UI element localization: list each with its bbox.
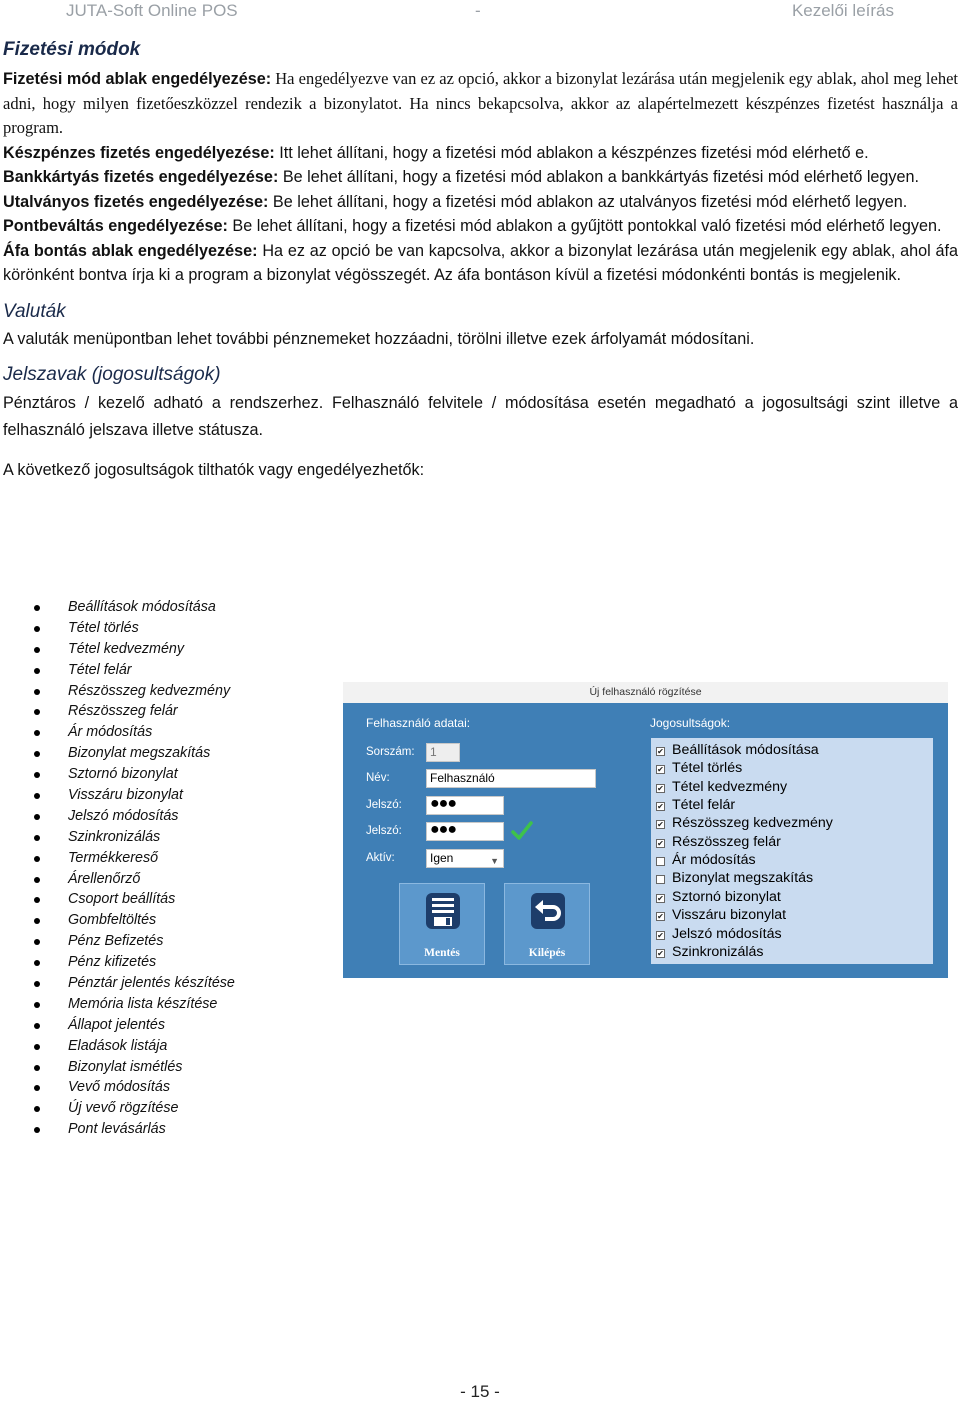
bullet-text: Ár módosítás <box>68 724 153 741</box>
term-label: Fizetési mód ablak engedélyezése: <box>3 70 272 88</box>
bullet-item <box>32 681 235 702</box>
bullet-dot-icon <box>34 856 40 862</box>
chevron-down-icon: ▼ <box>490 856 499 866</box>
bullet-dot-icon <box>34 1002 40 1008</box>
bullet-text: Visszáru bizonylat <box>68 787 183 804</box>
bullet-text: Eladások listája <box>68 1037 168 1054</box>
bullet-text: Pénz Befizetés <box>68 933 164 950</box>
bullet-item <box>32 889 235 910</box>
bullet-item <box>32 1098 235 1119</box>
bullet-item <box>32 869 235 890</box>
paragraph-currencies: A valuták menüpontban lehet további pénznemeket hozzáadni, törölni illetve ezek árfolyamát módosítani. <box>3 329 755 348</box>
paragraph-permissions-intro: A következő jogosultságok tilthatók vagy engedélyezhetők: <box>3 461 425 479</box>
bullet-dot-icon <box>34 1127 40 1133</box>
page-number: - 15 - <box>460 1382 500 1401</box>
bullet-dot-icon <box>34 960 40 966</box>
sorszam-field: 1 <box>426 743 460 762</box>
bullet-dot-icon <box>34 1023 40 1029</box>
bullet-text: Sztornó bizonylat <box>68 766 178 783</box>
paragraph-card-payment <box>3 165 958 190</box>
bullet-text: Tétel felár <box>68 661 132 678</box>
bullet-dot-icon <box>34 1106 40 1112</box>
bullet-item <box>32 952 235 973</box>
bullet-text: Új vevő rögzítése <box>68 1100 179 1117</box>
bullet-dot-icon <box>34 689 40 695</box>
checkbox-empty-icon[interactable] <box>656 875 665 884</box>
term-label: Utalványos fizetés engedélyezése: <box>3 192 269 211</box>
save-icon <box>425 892 461 930</box>
checkbox-checked-icon[interactable]: ✔ <box>657 930 664 940</box>
bullet-text: Vevő módosítás <box>68 1079 170 1096</box>
bullet-item <box>32 785 235 806</box>
bullet-dot-icon <box>34 793 40 799</box>
bullet-dot-icon <box>34 1085 40 1091</box>
password-confirm-label: Jelszó: <box>366 825 402 837</box>
paragraph-cash-payment <box>3 141 958 166</box>
bullet-text: Szinkronizálás <box>68 828 161 845</box>
password-field[interactable]: ●●● <box>426 796 504 815</box>
undo-icon <box>530 892 566 930</box>
permission-label: Szinkronizálás <box>672 943 764 960</box>
bullet-item <box>32 639 235 660</box>
bullet-dot-icon <box>34 772 40 778</box>
term-text: Ha ez az opció be van kapcsolva, akkor a bizonylat lezárása után megjelenik egy ablak, ahol áfa körönként bontva írja ki a program a bizonylat végösszegét. Az áfa bontáson kívül a fizetési módonkénti bontás is megjelenik. <box>3 241 958 284</box>
bullet-text: Pont levásárlás <box>68 1121 166 1138</box>
permissions-list <box>651 738 933 964</box>
bullet-dot-icon <box>34 709 40 715</box>
term-text: Be lehet állítani, hogy a fizetési mód ablakon a bankkártyás fizetési mód elérhető legyen. <box>278 168 920 186</box>
term-text: Itt lehet állítani, hogy a fizetési mód ablakon a készpénzes fizetési mód elérhető e. <box>274 143 869 162</box>
bullet-dot-icon <box>34 835 40 841</box>
term-text: Ha engedélyezve van ez az opció, akkor a bizonylat lezárása után megjelenik egy ablak, ahol meg lehet adni, hogy milyen fizetőeszközzel rendezik a bizonylatot. Ha nincs bekapcsolva, akkor az alapértelmezett készpénzes fizetést használja a program. <box>3 69 958 137</box>
bullet-dot-icon <box>34 939 40 945</box>
bullet-item <box>32 618 235 639</box>
new-user-dialog <box>343 682 948 978</box>
bullet-item <box>32 994 235 1015</box>
password-confirm-field[interactable]: ●●● <box>426 822 504 841</box>
term-label: Bankkártyás fizetés engedélyezése: <box>3 168 279 186</box>
bullet-text: Termékkereső <box>68 849 159 866</box>
paragraph-payment-window <box>3 67 958 141</box>
name-label: Név: <box>366 772 390 784</box>
checkbox-checked-icon[interactable]: ✔ <box>657 912 664 922</box>
save-button-label: Mentés <box>424 947 460 959</box>
paragraph-voucher-payment <box>3 190 958 215</box>
bullet-dot-icon <box>34 877 40 883</box>
permission-label: Bizonylat megszakítás <box>672 870 814 887</box>
bullet-dot-icon <box>34 730 40 736</box>
checkbox-checked-icon[interactable]: ✔ <box>657 820 664 830</box>
bullet-item <box>32 743 235 764</box>
checkbox-checked-icon[interactable]: ✔ <box>657 765 664 775</box>
bullet-text: Pénztár jelentés készítése <box>68 975 235 992</box>
permission-label: Tétel felár <box>672 797 736 814</box>
active-select-value: Igen <box>430 851 454 865</box>
bullet-text: Memória lista készítése <box>68 995 218 1012</box>
bullet-dot-icon <box>34 751 40 757</box>
checkbox-checked-icon[interactable]: ✔ <box>657 802 664 812</box>
page-header <box>0 0 960 26</box>
bullet-item <box>32 910 235 931</box>
bullet-text: Tétel kedvezmény <box>68 640 185 657</box>
header-app-name: JUTA-Soft Online POS <box>66 1 238 20</box>
header-doc-title: Kezelői leírás <box>791 1 894 20</box>
bullet-dot-icon <box>34 605 40 611</box>
bullet-text: Bizonylat megszakítás <box>68 745 211 762</box>
bullet-text: Részösszeg kedvezmény <box>68 682 231 699</box>
bullet-item <box>32 1036 235 1057</box>
permission-label: Tétel törlés <box>672 760 743 777</box>
term-label: Készpénzes fizetés engedélyezése: <box>3 143 275 162</box>
bullet-dot-icon <box>34 981 40 987</box>
bullet-item <box>32 1057 235 1078</box>
bullet-item <box>32 722 235 743</box>
bullet-item <box>32 1015 235 1036</box>
bullet-dot-icon <box>34 647 40 653</box>
permission-label: Sztornó bizonylat <box>672 888 781 905</box>
bullet-item <box>32 1077 235 1098</box>
checkbox-checked-icon[interactable]: ✔ <box>657 783 664 793</box>
bullet-text: Gombfeltöltés <box>68 912 157 929</box>
exit-button-label: Kilépés <box>528 947 566 959</box>
exit-button[interactable] <box>504 883 590 965</box>
document-body <box>3 38 958 483</box>
term-text: Be lehet állítani, hogy a fizetési mód ablakon a gyűjtött pontokkal való fizetési mód elérhető legyen. <box>227 217 942 235</box>
bullet-text: Pénz kifizetés <box>68 954 157 971</box>
bullet-dot-icon <box>34 1044 40 1050</box>
bullet-dot-icon <box>34 1065 40 1071</box>
bullet-text: Állapot jelentés <box>68 1016 165 1033</box>
active-label: Aktív: <box>366 852 395 864</box>
term-text: Be lehet állítani, hogy a fizetési mód ablakon az utalványos fizetési mód elérhető legyen. <box>268 192 908 211</box>
name-field[interactable]: Felhasználó <box>426 769 596 788</box>
bullet-item <box>32 931 235 952</box>
bullet-item <box>32 973 235 994</box>
bullet-dot-icon <box>34 814 40 820</box>
bullet-text: Csoport beállítás <box>68 891 176 908</box>
bullet-item <box>32 806 235 827</box>
bullet-item <box>32 1119 235 1140</box>
checkbox-checked-icon[interactable]: ✔ <box>657 838 664 848</box>
permission-label: Beállítások módosítása <box>672 742 819 758</box>
active-select[interactable] <box>426 849 504 868</box>
bullet-text: Bizonylat ismétlés <box>68 1058 183 1075</box>
bullet-item <box>32 597 235 618</box>
term-label: Pontbeváltás engedélyezése: <box>3 217 228 235</box>
save-button[interactable] <box>399 883 485 965</box>
checkbox-checked-icon[interactable]: ✔ <box>657 893 664 903</box>
sorszam-label: Sorszám: <box>366 746 415 758</box>
header-separator: - <box>475 1 481 20</box>
bullet-text: Tétel törlés <box>68 619 139 636</box>
bullet-item <box>32 764 235 785</box>
permission-label: Ár módosítás <box>672 852 756 869</box>
bullet-text: Beállítások módosítása <box>68 599 216 615</box>
bullet-item <box>32 827 235 848</box>
password-label: Jelszó: <box>366 799 402 811</box>
paragraph-points-payment <box>3 214 958 239</box>
user-data-label: Felhasználó adatai: <box>366 716 471 730</box>
checkbox-checked-icon[interactable]: ✔ <box>657 747 664 756</box>
bullet-dot-icon <box>34 668 40 674</box>
bullet-text: Részösszeg felár <box>68 703 178 720</box>
check-icon <box>511 820 533 842</box>
permission-label: Részösszeg felár <box>672 833 781 850</box>
section-heading-currencies: Valuták <box>3 300 66 322</box>
bullet-item <box>32 848 235 869</box>
bullet-dot-icon <box>34 626 40 632</box>
bullet-dot-icon <box>34 918 40 924</box>
paragraph-passwords: Pénztáros / kezelő adható a rendszerhez. Felhasználó felvitele / módosítása esetén megadható a jogosultsági szint illetve a felhasználó jelszava illetve státusza. <box>3 394 958 439</box>
section-heading-payment: Fizetési módok <box>3 39 141 60</box>
bullet-item <box>32 701 235 722</box>
bullet-dot-icon <box>34 897 40 903</box>
permission-label: Tétel kedvezmény <box>672 778 788 795</box>
checkbox-checked-icon[interactable]: ✔ <box>657 948 664 958</box>
paragraph-vat-breakdown <box>3 239 958 288</box>
bullet-text: Árellenőrző <box>68 870 141 887</box>
dialog-title: Új felhasználó rögzítése <box>343 682 948 703</box>
permission-label: Részösszeg kedvezmény <box>672 815 833 832</box>
term-label: Áfa bontás ablak engedélyezése: <box>3 241 258 260</box>
permission-label: Jelszó módosítás <box>672 925 782 942</box>
permission-bullet-list <box>32 597 235 1140</box>
bullet-item <box>32 660 235 681</box>
permission-label: Visszáru bizonylat <box>672 907 787 924</box>
checkbox-empty-icon[interactable] <box>656 857 665 866</box>
permissions-label: Jogosultságok: <box>650 716 731 730</box>
bullet-text: Jelszó módosítás <box>68 807 179 824</box>
section-heading-passwords: Jelszavak (jogosultságok) <box>3 364 221 385</box>
